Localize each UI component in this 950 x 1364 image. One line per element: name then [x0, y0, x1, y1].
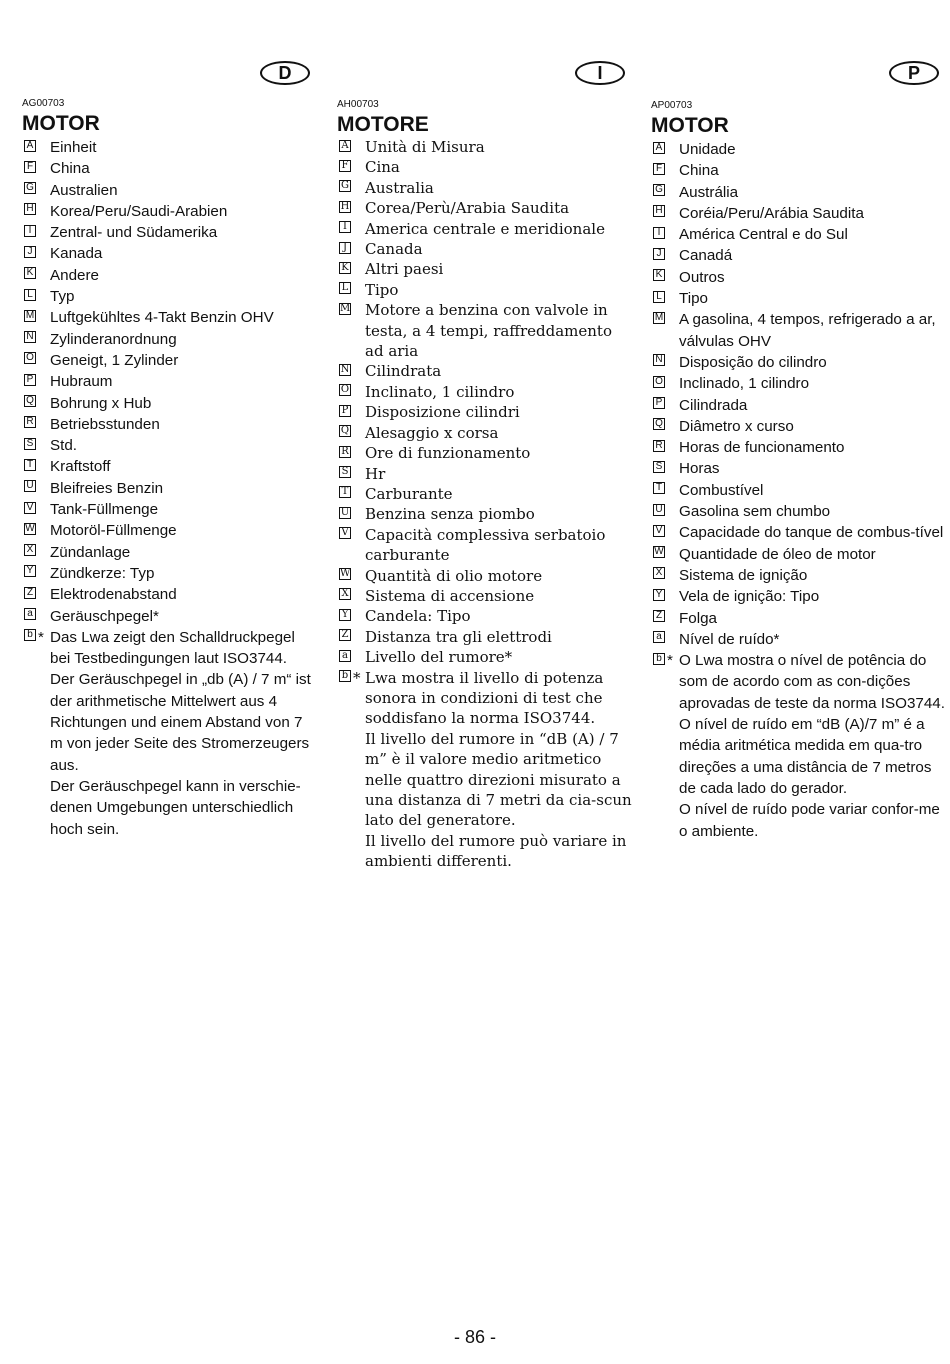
spec-item-Q: [337, 423, 632, 443]
spec-text: Combustível: [679, 481, 764, 499]
spec-text: Cilindrada: [679, 396, 748, 414]
key-box: a: [653, 631, 665, 643]
key-box: R: [339, 446, 351, 458]
key-box: A: [24, 140, 36, 152]
key-box: T: [24, 459, 36, 471]
key-box: X: [24, 544, 36, 556]
spec-text: Austrália: [679, 183, 739, 201]
key-box: J: [24, 246, 36, 258]
spec-item-G: [22, 180, 317, 201]
note-paragraph: O nível de ruído em “dB (A)/7 m” é a média aritmética medida em qua-tro direções a uma distância de 7 metros de cada lado do gerador.: [679, 716, 932, 797]
spec-text: Einheit: [50, 139, 97, 156]
spec-item-K: [651, 267, 946, 288]
key-box: X: [339, 588, 351, 600]
key-box: Q: [653, 418, 665, 430]
spec-item-b: [337, 668, 632, 872]
key-box: T: [339, 486, 351, 498]
key-box: b: [339, 670, 351, 682]
spec-item-V: [22, 499, 317, 520]
key-box: L: [653, 291, 665, 303]
spec-text: Vela de ignição: Tipo: [679, 588, 820, 606]
spec-item-U: [337, 504, 632, 524]
key-box: Z: [24, 587, 36, 599]
key-box: I: [24, 225, 36, 237]
spec-item-I: [651, 224, 946, 245]
spec-item-T: [651, 480, 946, 501]
spec-text: Capacità complessiva serbatoio carburante: [365, 525, 606, 565]
section-title: MOTOR: [22, 112, 100, 135]
key-box: Y: [339, 609, 351, 621]
spec-item-P: [337, 402, 632, 422]
spec-text: Zentral- und Südamerika: [50, 224, 218, 242]
key-box: J: [653, 248, 665, 260]
spec-text: Horas: [679, 460, 720, 478]
spec-text: Zylinderanordnung: [50, 330, 177, 348]
spec-list: [22, 137, 317, 840]
key-box: L: [339, 282, 351, 294]
spec-text: Hubraum: [50, 373, 113, 391]
key-box: O: [653, 376, 665, 388]
spec-item-R: [337, 443, 632, 463]
spec-text: Quantità di olio motore: [365, 566, 543, 585]
key-box: H: [24, 203, 36, 215]
spec-item-M: [651, 309, 946, 352]
key-box: F: [653, 163, 665, 175]
spec-item-a: [22, 606, 317, 627]
key-box: Q: [340, 425, 350, 437]
spec-text: Geräuschpegel*: [50, 607, 159, 625]
spec-text: Inclinato, 1 cilindro: [365, 382, 515, 401]
spec-item-W: [22, 520, 317, 541]
spec-item-X: [22, 542, 317, 563]
spec-text: Benzina senza piombo: [365, 505, 535, 524]
spec-item-A: [337, 137, 632, 157]
spec-item-R: [651, 437, 946, 458]
key-box: A: [339, 140, 351, 152]
spec-item-P: [22, 371, 317, 392]
key-box: F: [339, 160, 351, 172]
key-box: G: [341, 180, 349, 192]
note-paragraph: Der Geräuschpegel in „db (A) / 7 m“ ist der arithmetische Mittelwert aus 4 Richtungen und einem Abstand von 7 m von jeder Seite des Stromerzeugers aus.: [50, 671, 311, 774]
spec-text: Sistema di accensione: [365, 586, 535, 605]
key-box: P: [24, 374, 36, 386]
key-box: U: [24, 480, 36, 492]
spec-item-M: [337, 300, 632, 361]
spec-text: Luftgekühltes 4-Takt Benzin OHV: [50, 309, 274, 327]
spec-item-G: [651, 182, 946, 203]
key-box: V: [653, 525, 665, 537]
spec-text: Std.: [50, 437, 78, 455]
spec-item-P: [651, 395, 946, 416]
spec-item-Y: [337, 606, 632, 626]
footnote-star: *: [667, 652, 673, 670]
note-paragraph: Il livello del rumore in “dB (A) / 7 m” è il valore medio aritmetico nelle quattro direzioni misurato a una distanza di 7 metri da cia-scun lato del generatore.: [365, 729, 632, 830]
spec-item-S: [651, 458, 946, 479]
spec-item-S: [22, 435, 317, 456]
key-box: N: [24, 331, 36, 343]
key-box: b: [653, 653, 665, 665]
key-box: J: [339, 242, 351, 254]
key-box: K: [24, 267, 36, 279]
section-code: AP00703: [651, 100, 693, 111]
spec-item-X: [337, 586, 632, 606]
key-box: a: [339, 650, 351, 662]
footnote-star: *: [38, 628, 44, 646]
spec-text: Zündkerze: Typ: [50, 564, 155, 582]
key-box: I: [653, 227, 665, 239]
spec-item-b: [651, 650, 946, 842]
spec-item-N: [337, 361, 632, 381]
key-box: W: [654, 546, 664, 558]
key-box: R: [653, 440, 665, 452]
spec-text: Australien: [50, 181, 118, 199]
spec-item-L: [337, 280, 632, 300]
key-box: U: [340, 506, 350, 518]
section-code: AH00703: [337, 99, 379, 110]
key-box: A: [653, 142, 665, 154]
key-box: Y: [653, 589, 665, 601]
spec-text: Gasolina sem chumbo: [679, 503, 831, 521]
spec-text: Candela: Tipo: [365, 607, 471, 626]
spec-text: Distanza tra gli elettrodi: [365, 627, 552, 646]
key-box: V: [24, 502, 36, 514]
spec-text: Quantidade de óleo de motor: [679, 545, 876, 563]
spec-text: Elektrodenabstand: [50, 586, 177, 604]
spec-text: O Lwa mostra o nível de potência do som de acordo com as con-dições aprovadas de teste da norma ISO3744.: [679, 652, 945, 712]
spec-text: Canada: [365, 240, 423, 259]
spec-text: Hr: [365, 464, 386, 483]
key-box: H: [653, 205, 665, 217]
key-box: G: [653, 184, 665, 196]
key-box: Z: [653, 610, 665, 622]
spec-item-N: [22, 329, 317, 350]
spec-item-U: [22, 478, 317, 499]
spec-item-H: [651, 203, 946, 224]
key-box: Z: [339, 629, 351, 641]
spec-text: Alesaggio x corsa: [365, 423, 499, 442]
spec-text: Coréia/Peru/Arábia Saudita: [679, 204, 864, 222]
spec-text: A gasolina, 4 tempos, refrigerado a ar, válvulas OHV: [679, 311, 936, 350]
spec-item-F: [337, 157, 632, 177]
spec-text: Motoröl-Füllmenge: [50, 522, 177, 540]
spec-text: Unidade: [679, 141, 736, 158]
key-box: S: [24, 438, 36, 450]
spec-text: China: [50, 160, 90, 178]
spec-text: Livello del rumore*: [365, 648, 513, 667]
key-box: P: [653, 397, 665, 409]
spec-text: Altri paesi: [365, 260, 444, 279]
spec-text: Horas de funcionamento: [679, 439, 845, 457]
spec-text: Disposição do cilindro: [679, 353, 827, 371]
spec-text: Andere: [50, 266, 99, 284]
spec-item-Y: [22, 563, 317, 584]
spec-item-O: [22, 350, 317, 371]
key-box: Y: [24, 565, 36, 577]
spec-text: Das Lwa zeigt den Schalldruckpegel bei Testbedingungen laut ISO3744.: [50, 628, 295, 668]
language-badge-it: I: [575, 61, 625, 85]
key-box: V: [339, 527, 351, 539]
key-box: G: [24, 182, 36, 194]
spec-text: América Central e do Sul: [679, 226, 848, 244]
spec-text: Inclinado, 1 cilindro: [679, 375, 810, 393]
spec-list: [651, 139, 946, 842]
key-box: N: [653, 354, 665, 366]
spec-text: Ore di funzionamento: [365, 444, 531, 463]
spec-text: Typ: [50, 288, 75, 306]
spec-text: Korea/Peru/Saudi-Arabien: [50, 202, 228, 220]
spec-item-I: [22, 222, 317, 243]
language-badge-de: D: [260, 61, 310, 85]
key-box: b: [24, 629, 36, 641]
spec-item-O: [337, 382, 632, 402]
spec-text: Zündanlage: [50, 543, 131, 561]
spec-item-I: [337, 219, 632, 239]
spec-item-A: [22, 137, 317, 158]
spec-item-G: [337, 178, 632, 198]
spec-text: Lwa mostra il livello di potenza sonora in condizioni di test che soddisfano la norma ISO3744.: [365, 668, 604, 728]
spec-text: Corea/Perù/Arabia Saudita: [365, 199, 570, 218]
spec-item-R: [22, 414, 317, 435]
spec-text: Folga: [679, 609, 717, 627]
spec-item-H: [337, 198, 632, 218]
key-box: T: [653, 482, 665, 494]
spec-text: Kanada: [50, 245, 103, 263]
key-box: M: [25, 309, 35, 321]
page-number: - 86 -: [453, 1327, 496, 1347]
key-box: X: [653, 567, 665, 579]
key-box: P: [339, 405, 351, 417]
key-box: S: [653, 461, 665, 473]
key-box: O: [24, 352, 36, 364]
spec-item-X: [651, 565, 946, 586]
spec-item-T: [22, 456, 317, 477]
spec-item-O: [651, 373, 946, 394]
spec-item-J: [337, 239, 632, 259]
spec-text: Motore a benzina con valvole in testa, a 4 tempi, raffreddamento ad aria: [365, 301, 612, 361]
spec-item-M: [22, 307, 317, 328]
spec-item-W: [651, 544, 946, 565]
spec-text: China: [679, 162, 719, 180]
key-box: M: [654, 311, 664, 323]
spec-text: Bleifreies Benzin: [50, 479, 164, 497]
spec-item-T: [337, 484, 632, 504]
spec-text: Geneigt, 1 Zylinder: [50, 351, 179, 369]
key-box: a: [24, 608, 36, 620]
spec-item-W: [337, 566, 632, 586]
spec-item-J: [22, 243, 317, 264]
spec-item-a: [651, 629, 946, 650]
key-box: R: [24, 416, 36, 428]
spec-item-A: [651, 139, 946, 160]
spec-text: Tipo: [365, 280, 399, 299]
key-box: O: [340, 384, 350, 396]
spec-item-Z: [651, 608, 946, 629]
spec-item-K: [337, 259, 632, 279]
spec-item-F: [651, 160, 946, 181]
key-box: N: [340, 363, 350, 375]
note-paragraph: Der Geräuschpegel kann in verschie-denen Umgebungen unterschiedlich hoch sein.: [50, 777, 301, 838]
spec-item-Y: [651, 586, 946, 607]
spec-item-S: [337, 464, 632, 484]
spec-item-V: [651, 522, 946, 543]
spec-item-L: [22, 286, 317, 307]
spec-text: Betriebsstunden: [50, 415, 160, 433]
key-box: L: [24, 289, 36, 301]
key-box: M: [340, 302, 351, 314]
spec-text: America centrale e meridionale: [365, 219, 605, 238]
key-box: K: [339, 262, 351, 274]
spec-item-Z: [337, 627, 632, 647]
language-badge-pt: P: [889, 61, 939, 85]
spec-text: Tipo: [679, 290, 708, 308]
spec-item-V: [337, 525, 632, 566]
spec-item-Q: [651, 416, 946, 437]
spec-item-J: [651, 245, 946, 266]
spec-list: [337, 137, 632, 872]
section-code: AG00703: [22, 98, 65, 109]
spec-text: Cilindrata: [365, 362, 442, 381]
spec-text: Bohrung x Hub: [50, 394, 152, 412]
spec-text: Kraftstoff: [50, 458, 111, 476]
note-paragraph: O nível de ruído pode variar confor-me o ambiente.: [679, 801, 940, 840]
spec-text: Unità di Misura: [365, 138, 485, 156]
key-box: Q: [24, 395, 36, 407]
spec-item-a: [337, 647, 632, 667]
key-box: W: [25, 522, 35, 534]
spec-text: Tank-Füllmenge: [50, 501, 159, 519]
spec-text: Cina: [365, 158, 400, 177]
spec-item-b: [22, 627, 317, 840]
spec-item-Z: [22, 584, 317, 605]
key-box: U: [653, 504, 665, 516]
spec-item-L: [651, 288, 946, 309]
spec-item-U: [651, 501, 946, 522]
spec-text: Australia: [365, 178, 434, 197]
key-box: K: [653, 269, 665, 281]
section-title: MOTORE: [337, 113, 429, 136]
spec-text: Sistema de ignição: [679, 566, 808, 584]
section-title: MOTOR: [651, 114, 729, 137]
key-box: W: [340, 568, 351, 580]
spec-item-F: [22, 158, 317, 179]
key-box: F: [24, 161, 36, 173]
spec-text: Outros: [679, 268, 725, 286]
key-box: I: [339, 221, 351, 233]
spec-item-Q: [22, 393, 317, 414]
spec-item-K: [22, 265, 317, 286]
key-box: H: [340, 200, 350, 212]
spec-text: Carburante: [365, 484, 453, 503]
spec-text: Disposizione cilindri: [365, 403, 520, 422]
spec-item-H: [22, 201, 317, 222]
spec-item-N: [651, 352, 946, 373]
key-box: S: [339, 466, 351, 478]
spec-text: Diâmetro x curso: [679, 417, 794, 435]
footnote-star: *: [353, 668, 361, 687]
spec-text: Canadá: [679, 247, 733, 265]
spec-text: Nível de ruído*: [679, 630, 780, 648]
note-paragraph: Il livello del rumore può variare in ambienti differenti.: [365, 831, 627, 871]
spec-text: Capacidade do tanque de combus-tível: [679, 524, 944, 542]
